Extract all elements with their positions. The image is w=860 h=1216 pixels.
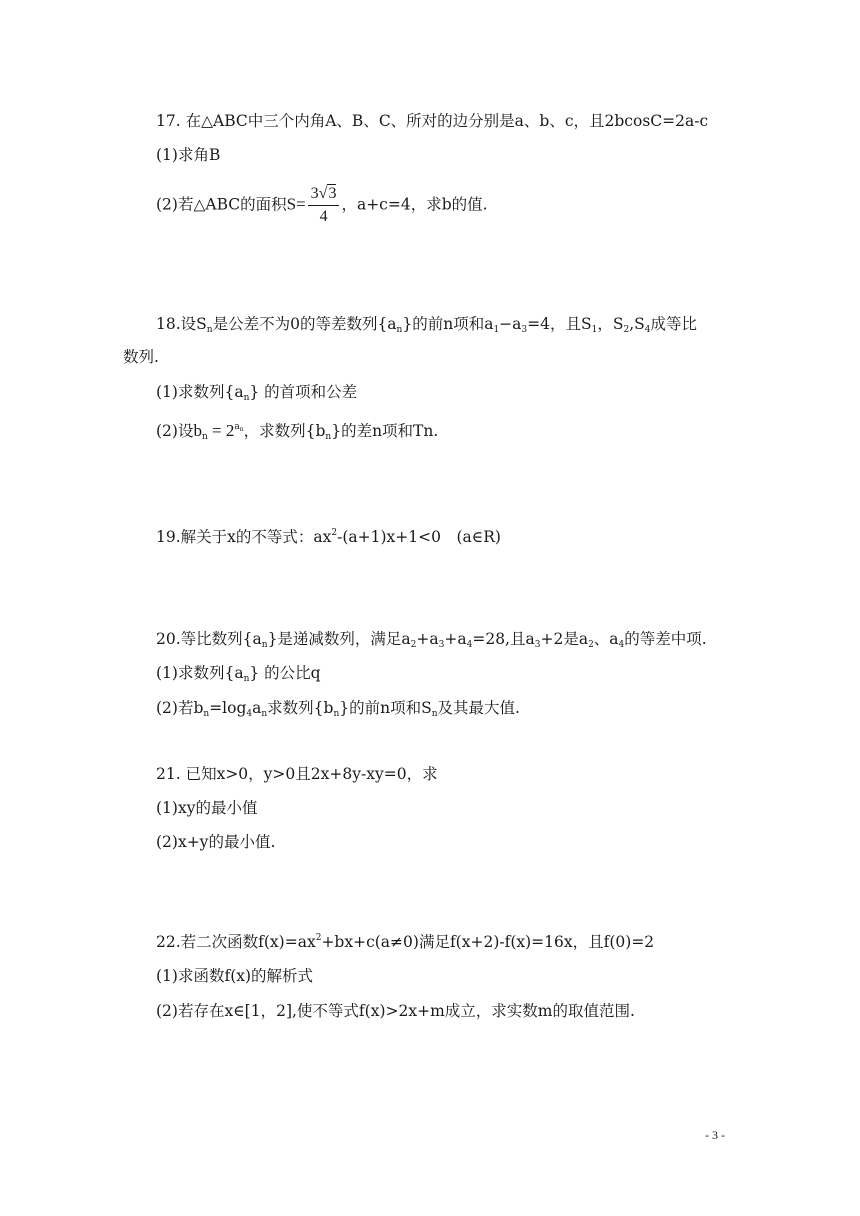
problem-17-part-1: (1)求角B — [156, 146, 221, 164]
problem-20-part-2: (2)若$b_n=\log_4a_n$求数列$\{b_n\}$的前n项和$S_n$及其最大值. — [156, 699, 520, 719]
problem-22-part-2: (2)若存在x∈[1，2],使不等式f(x)>2x+m成立，求实数m的取值范围. — [156, 1002, 635, 1020]
problem-18-part-2: (2)设$b_n = 2^{a_n}$，求数列$\{b_n\}$的差n项和Tn. — [156, 421, 439, 442]
sqrt-icon: √ — [318, 185, 328, 202]
problem-20-stem: 20.等比数列$\{a_n\}$是递减数列，满足$a_2+a_3+a_4=28$,且$a_3+2$是$a_2$、$a_4$的等差中项. — [156, 630, 707, 650]
area-symbol: S — [286, 194, 297, 214]
problem-17-part-2: (2)若△ABC的面积S= $\frac{3√3}{4}$ ，a+c=4，求b的值. — [156, 183, 488, 228]
problem-22-stem: 22.若二次函数$f(x)=ax^2+bx+c(a\ne 0)$满足f(x+2)-f(x)=16x，且f(0)=2 — [156, 933, 655, 951]
problem-20-part-1: (1)求数列$\{a_n\}$ 的公比q — [156, 664, 321, 684]
problem-17-stem: 17. 在△ABC中三个内角A、B、C、所对的边分别是a、b、c，且2bcosC=2a-c — [156, 112, 709, 130]
problem-18-stem-line-2: 数列. — [123, 348, 159, 366]
problem-22-part-1: (1)求函数f(x)的解析式 — [156, 967, 314, 985]
area-fraction: $\frac{3√3}{4}$ — [308, 183, 340, 228]
problem-21-part-1: (1)xy的最小值 — [156, 799, 258, 817]
problem-21-stem: 21. 已知x>0，y>0且2x+8y-xy=0，求 — [156, 765, 438, 783]
problem-19-stem: 19.解关于x的不等式：$ax^2-(a+1)x+1<0$ (a∈R) — [156, 528, 501, 546]
page-number: - 3 - — [705, 1128, 725, 1142]
problem-21-part-2: (2)x+y的最小值. — [156, 833, 276, 851]
problem-18-part-1: (1)求数列$\{a_n\}$ 的首项和公差 — [156, 383, 358, 403]
problem-18-stem: 18.设$S_n$是公差不为0的等差数列$\{a_n\}$的前n项和$a_1-a_3=4$，且$S_1$，$S_2,S_4$成等比 — [156, 315, 697, 335]
